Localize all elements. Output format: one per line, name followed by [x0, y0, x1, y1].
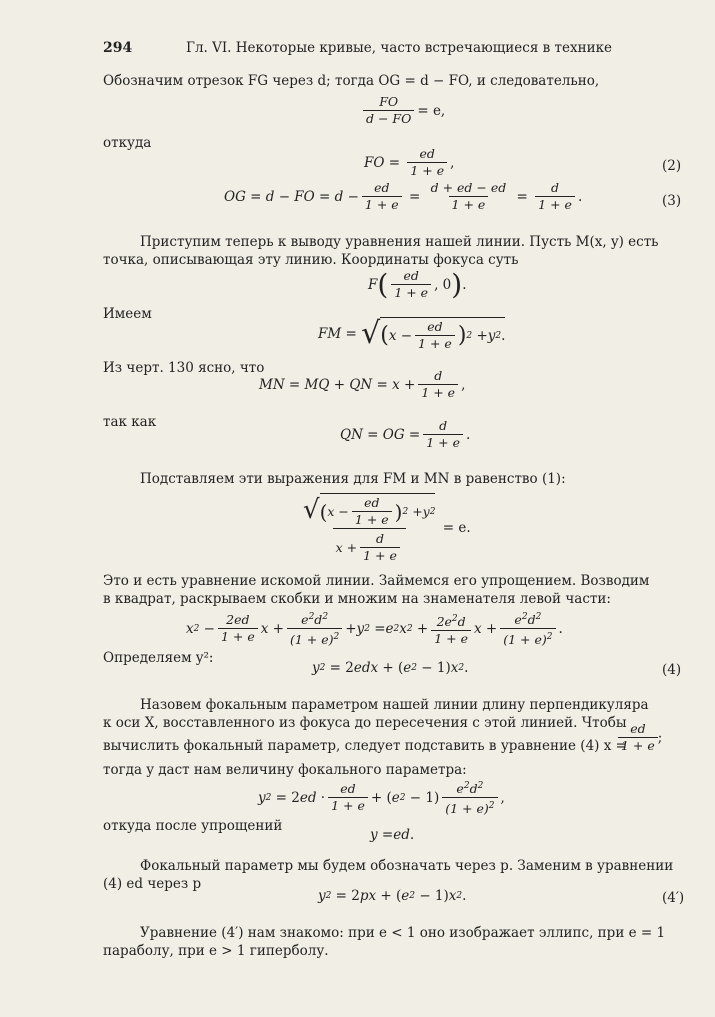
- equation-focus: F ( $\frac{ed}{1 + e}$ , 0 ) .: [368, 268, 467, 301]
- equation-y-ed: y = ed .: [370, 827, 415, 843]
- equation-4-prime-number: (4′): [662, 890, 685, 906]
- equation-4-prime: y 2 = 2 px + ( e 2 − 1) x 2 .: [318, 888, 467, 904]
- equation-4-number: (4): [662, 662, 682, 678]
- paragraph-4-line-4: тогда y даст нам величину фокального параметра:: [103, 762, 467, 778]
- paragraph-podst: Подставляем эти выражения для FM и MN в равенство (1):: [140, 471, 566, 487]
- running-title: Гл. VI. Некоторые кривые, часто встречающиеся в технике: [186, 40, 613, 56]
- equation-param: y 2 = 2 ed · $\frac{ed}{1 + e}$ + ( e 2 − 1) $\frac{e^2d^2}{(1 + e)^2}$ ,: [258, 781, 505, 817]
- word-imeem: Имеем: [103, 306, 152, 322]
- equation-mn: MN = MQ + QN = x + $\frac{d}{1 + e}$ ,: [259, 368, 466, 400]
- word-tak-kak: так как: [103, 414, 157, 430]
- paragraph-6-line-2: параболу, при e > 1 гиперболу.: [103, 943, 329, 959]
- paragraph-5-line-2: (4) ed через p: [103, 876, 202, 892]
- equation-3: OG = d − FO = d − $\frac{ed}{1 + e}$ = $\frac{d + ed - ed}{1 + e}$ = $\frac{d}{1 + e}$ .: [224, 180, 583, 212]
- equation-3-number: (3): [662, 193, 682, 209]
- paragraph-3-line-2: в квадрат, раскрываем скобки и множим на знаменателя левой части:: [103, 591, 611, 607]
- equation-x-substitution: $\frac{ed}{1 + e}$ ;: [618, 722, 662, 753]
- paragraph-4-line-2: к оси X, восставленного из фокуса до пересечения с этой линией. Чтобы: [103, 715, 627, 731]
- paragraph-3-line-1: Это и есть уравнение искомой линии. Займемся его упрощением. Возводим: [103, 573, 650, 589]
- paragraph-6-line-1: Уравнение (4′) нам знакомо: при e < 1 оно изображает эллипс, при e = 1: [140, 925, 666, 941]
- equation-2: FO = $\frac{ed}{1 + e}$ ,: [364, 146, 455, 178]
- equation-ratio: $\frac{FO}{d - FO}$ = e,: [360, 95, 445, 126]
- paragraph-2-line-1: Приступим теперь к выводу уравнения нашей линии. Пусть M(x, y) есть: [140, 234, 659, 250]
- equation-fm: FM = √ ( x − $\frac{ed}{1 + e}$ ) 2 + y 2 .: [318, 316, 506, 351]
- paragraph-intro: Обозначим отрезок FG через d; тогда OG = d − FO, и следовательно,: [103, 73, 600, 89]
- page-number: 294: [103, 40, 133, 56]
- paragraph-otkuda-posle: откуда после упрощений: [103, 818, 283, 834]
- paragraph-2-line-2: точка, описывающая эту линию. Координаты фокуса суть: [103, 252, 519, 268]
- paragraph-opred: Определяем y²:: [103, 650, 214, 666]
- paragraph-chert: Из черт. 130 ясно, что: [103, 360, 265, 376]
- equation-4: y 2 = 2 edx + ( e 2 − 1) x 2 .: [312, 660, 469, 676]
- equation-qn: QN = OG = $\frac{d}{1 + e}$ .: [340, 418, 471, 450]
- paragraph-5-line-1: Фокальный параметр мы будем обозначать через p. Заменим в уравнении: [140, 858, 674, 874]
- word-otkuda: откуда: [103, 135, 152, 151]
- paragraph-4-line-3: вычислить фокальный параметр, следует подставить в уравнение (4) x =: [103, 738, 627, 754]
- equation-expanded: x 2 − $\frac{2ed}{1 + e}$ x + $\frac{e^2d^2}{(1 + e)^2}$ + y 2 = e 2 x 2 + $\frac{2e^2d}{1 + e}$ x + $\frac{e^2d^2}{(1 + e)^2}$ .: [186, 612, 563, 648]
- equation-main: √ ( x − $\frac{ed}{1 + e}$ ) 2 + y 2 x + $\frac{d}{1 + e}$ = e.: [303, 495, 471, 563]
- equation-2-number: (2): [662, 158, 682, 174]
- paragraph-4-line-1: Назовем фокальным параметром нашей линии длину перпендикуляра: [140, 697, 649, 713]
